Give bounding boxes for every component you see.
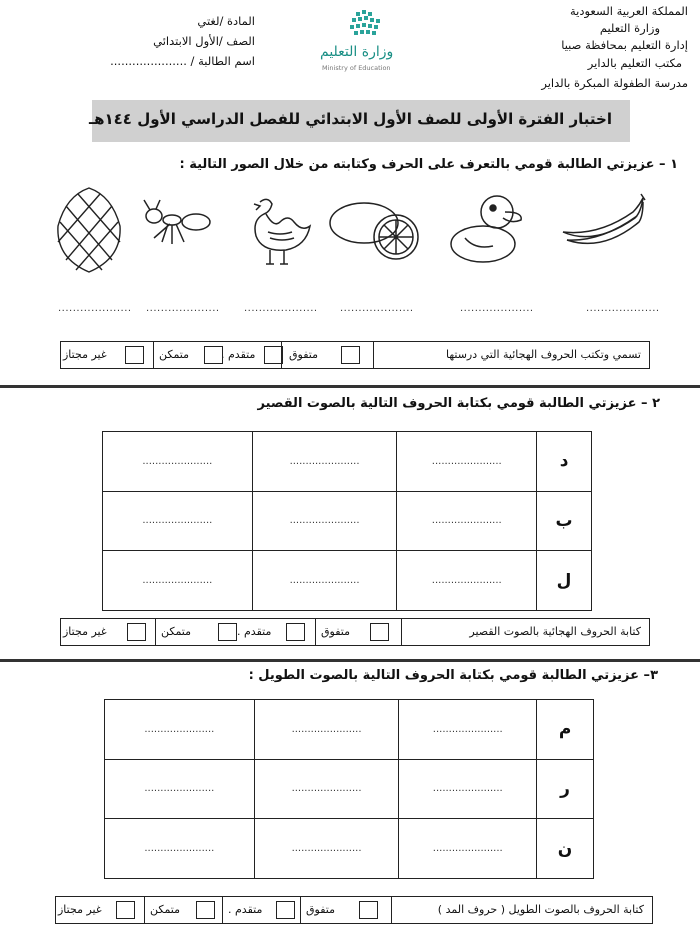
q1-title: ١ – عزيزتي الطالبة قومي بالتعرف على الحرف وكتابته من خلال الصور التالية : (179, 157, 678, 172)
table-row (105, 759, 594, 819)
table-row (103, 551, 592, 611)
proficient-checkbox[interactable] (196, 901, 215, 919)
advanced-label: متقدم . (221, 348, 256, 361)
rating-label: كتابة الحروف الهجائية بالصوت القصير (469, 625, 641, 638)
answer-cell[interactable]: ...................... (103, 432, 253, 492)
answer-cell[interactable]: ...................... (103, 491, 253, 551)
excellent-checkbox[interactable] (370, 623, 389, 641)
chicken-icon (240, 192, 315, 270)
letter-cell: م (537, 700, 594, 760)
header-student-name[interactable]: اسم الطالبة / ..................... (110, 54, 255, 68)
table-row (103, 432, 592, 492)
answer-blank[interactable]: .................... (58, 303, 132, 314)
ant-icon (140, 198, 215, 250)
not-passed-checkbox[interactable] (127, 623, 146, 641)
q2-rating-bar (60, 618, 650, 646)
answer-cell[interactable]: ...................... (105, 700, 255, 760)
not-passed-checkbox[interactable] (116, 901, 135, 919)
not-passed-checkbox[interactable] (125, 346, 144, 364)
excellent-checkbox[interactable] (359, 901, 378, 919)
not-passed-label: غير مجتاز (58, 903, 102, 916)
header-country: المملكة العربية السعودية (570, 4, 688, 18)
answer-cell[interactable]: ...................... (252, 551, 397, 611)
proficient-label: متمكن (150, 903, 181, 916)
advanced-checkbox[interactable] (264, 346, 283, 364)
q3-rating-bar (55, 896, 653, 924)
q2-letter-table (102, 431, 592, 611)
answer-blank[interactable]: .................... (460, 303, 534, 314)
advanced-checkbox[interactable] (286, 623, 305, 641)
proficient-checkbox[interactable] (204, 346, 223, 364)
not-passed-label: غير مجتاز (63, 625, 107, 638)
letter-cell: ن (537, 819, 594, 879)
q3-title: ٣– عزيزتي الطالبة قومي بكتابة الحروف التالية بالصوت الطويل : (248, 668, 658, 683)
proficient-label: متمكن (159, 348, 190, 361)
rating-label: كتابة الحروف بالصوت الطويل ( حروف المد ) (437, 903, 644, 916)
answer-cell[interactable]: ...................... (399, 819, 537, 879)
answer-blank[interactable]: .................... (146, 303, 220, 314)
answer-cell[interactable]: ...................... (254, 819, 399, 879)
section-divider (0, 659, 700, 662)
answer-cell[interactable]: ...................... (252, 432, 397, 492)
banana-icon (555, 188, 650, 250)
header-grade: الصف /الأول الابتدائي (153, 34, 255, 48)
header-ministry: وزارة التعليم (599, 21, 660, 35)
q1-rating-bar (60, 341, 650, 369)
answer-cell[interactable]: ...................... (254, 700, 399, 760)
letter-cell: ب (537, 491, 592, 551)
exam-title: اختبار الفترة الأولى للصف الأول الابتدائي للفصل الدراسي الأول ١٤٤هـ (88, 110, 612, 128)
letter-cell: ر (537, 759, 594, 819)
answer-blank[interactable]: .................... (244, 303, 318, 314)
letter-cell: ل (537, 551, 592, 611)
answer-blank[interactable]: .................... (586, 303, 660, 314)
logo-english-text: Ministry of Education (322, 64, 391, 72)
advanced-label: متقدم . (237, 625, 272, 638)
excellent-label: متفوق (321, 625, 350, 638)
answer-cell[interactable]: ...................... (399, 700, 537, 760)
table-row (103, 491, 592, 551)
excellent-label: متفوق (306, 903, 335, 916)
answer-cell[interactable]: ...................... (397, 491, 537, 551)
answer-cell[interactable]: ...................... (252, 491, 397, 551)
rating-label: تسمي وتكتب الحروف الهجائية التي درستها (445, 348, 641, 361)
q3-letter-table (104, 699, 594, 879)
pineapple-icon (52, 186, 127, 274)
header-directorate: إدارة التعليم بمحافظة صبيا (561, 38, 688, 52)
q2-title: ٢ – عزيزتي الطالبة قومي بكتابة الحروف التالية بالصوت القصير (257, 396, 660, 411)
section-divider (0, 385, 700, 388)
header-school: مدرسة الطفولة المبكرة بالداير (541, 76, 688, 90)
not-passed-label: غير مجتاز (63, 348, 107, 361)
advanced-checkbox[interactable] (276, 901, 295, 919)
duck-icon (443, 190, 528, 268)
exam-title-banner (88, 100, 630, 142)
proficient-checkbox[interactable] (218, 623, 237, 641)
table-row (105, 700, 594, 760)
table-row (105, 819, 594, 879)
header-subject: المادة /لغتي (197, 14, 255, 28)
answer-cell[interactable]: ...................... (397, 551, 537, 611)
answer-cell[interactable]: ...................... (103, 551, 253, 611)
answer-cell[interactable]: ...................... (105, 759, 255, 819)
answer-cell[interactable]: ...................... (254, 759, 399, 819)
letter-cell: د (537, 432, 592, 492)
logo-arabic-text: وزارة التعليم (320, 44, 394, 60)
excellent-checkbox[interactable] (341, 346, 360, 364)
answer-cell[interactable]: ...................... (105, 819, 255, 879)
header-office: مكتب التعليم بالداير (587, 56, 682, 70)
lemon-icon (326, 195, 426, 261)
advanced-label: متقدم . (228, 903, 263, 916)
answer-cell[interactable]: ...................... (397, 432, 537, 492)
answer-blank[interactable]: .................... (340, 303, 414, 314)
excellent-label: متفوق (289, 348, 318, 361)
proficient-label: متمكن (161, 625, 192, 638)
answer-cell[interactable]: ...................... (399, 759, 537, 819)
